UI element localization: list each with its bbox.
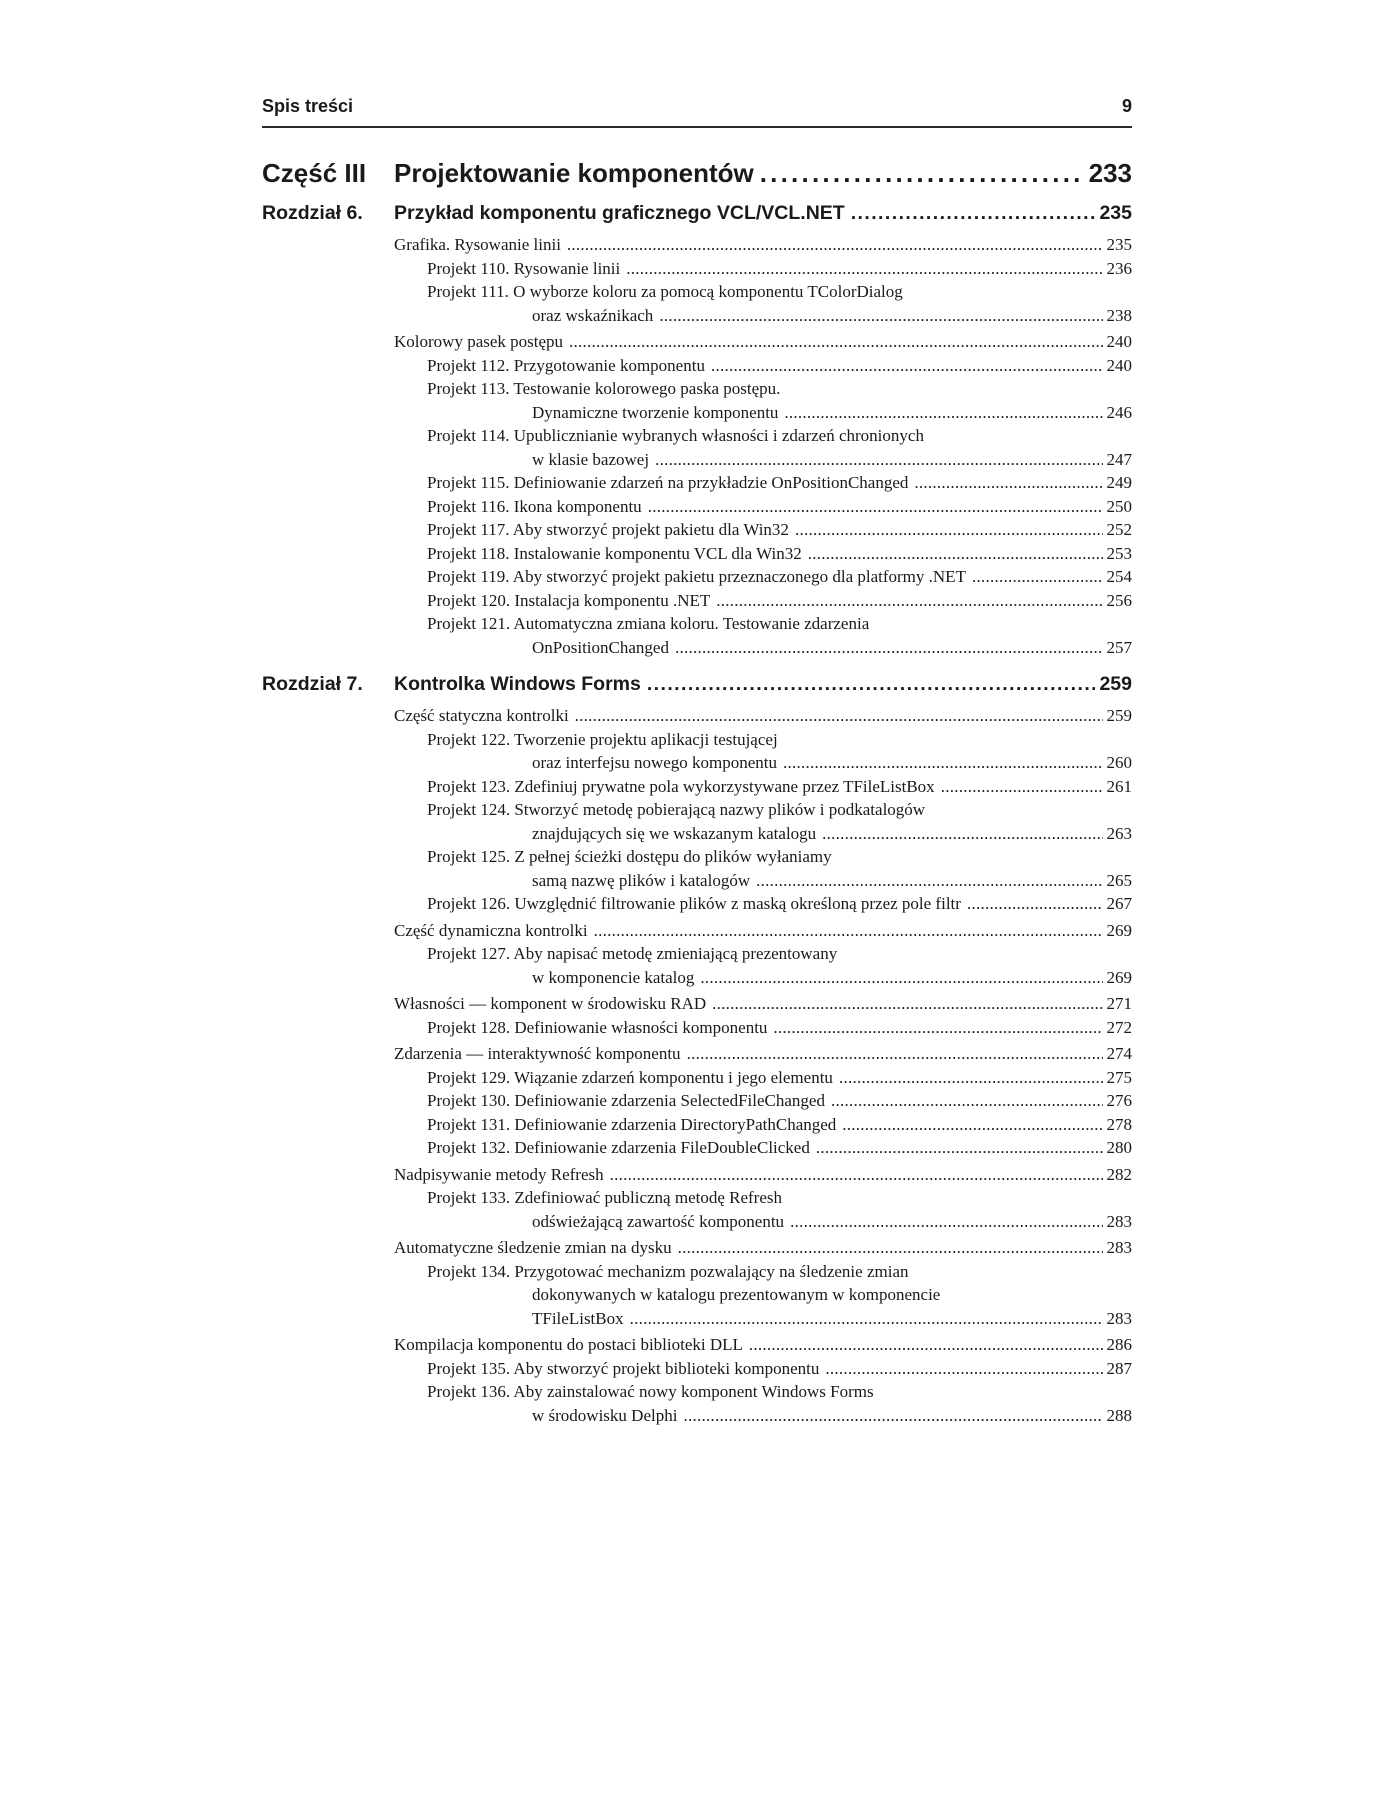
part-label: Część III xyxy=(262,158,367,188)
project-entry[interactable] xyxy=(427,728,1132,775)
project-title: Projekt 113. Testowanie kolorowego paska postępu. xyxy=(427,379,781,398)
project-entry[interactable] xyxy=(427,798,1132,845)
dot-leader xyxy=(808,542,1103,566)
project-entry[interactable] xyxy=(427,471,1132,495)
project-title-continuation: dokonywanych w katalogu prezentowanym w komponencie xyxy=(532,1285,941,1304)
project-title: Projekt 122. Tworzenie projektu aplikacji testującej xyxy=(427,729,778,749)
project-title-continuation-text: w klasie bazowej xyxy=(532,449,650,469)
dot-leader xyxy=(825,1357,1102,1381)
project-entry[interactable] xyxy=(427,495,1132,519)
dot-leader xyxy=(675,636,1103,660)
project-entry[interactable] xyxy=(427,1357,1132,1381)
project-title-continuation-text: samą nazwę plików i katalogów xyxy=(532,870,751,890)
project-entry[interactable] xyxy=(427,1089,1132,1113)
project-page: 253 xyxy=(1106,543,1132,563)
project-entry[interactable] xyxy=(427,1186,1132,1233)
toc-line xyxy=(427,565,1132,589)
dot-leader xyxy=(790,1210,1102,1234)
project-title: Projekt 114. Upublicznianie wybranych własności i zdarzeń chronionych xyxy=(427,426,924,445)
project-entry[interactable] xyxy=(427,892,1132,916)
header-title: Spis treści xyxy=(262,96,354,116)
project-entry[interactable] xyxy=(427,1066,1132,1090)
chapter-title: Kontrolka Windows Forms xyxy=(394,673,641,695)
toc-line xyxy=(427,1136,1132,1160)
project-title: Projekt 131. Definiowanie zdarzenia DirectoryPathChanged xyxy=(427,1114,837,1134)
toc-line xyxy=(394,704,1132,728)
project-entry[interactable] xyxy=(427,280,1132,327)
dot-leader xyxy=(972,565,1103,589)
toc-line xyxy=(532,822,1132,846)
dot-leader xyxy=(711,354,1103,378)
toc-line xyxy=(394,1163,1132,1187)
project-title: Projekt 112. Przygotowanie komponentu xyxy=(427,355,705,375)
dot-leader xyxy=(749,1333,1103,1357)
project-title-continuation xyxy=(532,1210,1132,1234)
project-page: 246 xyxy=(1106,402,1132,422)
project-page: 263 xyxy=(1106,823,1132,843)
project-page: 240 xyxy=(1106,355,1132,375)
dot-leader xyxy=(626,257,1102,281)
section-page: 235 xyxy=(1106,235,1132,254)
project-title-continuation xyxy=(532,1404,1132,1428)
chapter-page: 259 xyxy=(1099,673,1132,695)
toc-line xyxy=(427,257,1132,281)
dot-leader xyxy=(569,330,1102,354)
section-title: Kolorowy pasek postępu xyxy=(394,332,564,351)
dot-leader xyxy=(716,589,1102,613)
project-title-continuation-text: w środowisku Delphi xyxy=(532,1405,678,1425)
section-page: 259 xyxy=(1106,706,1132,725)
toc-line xyxy=(394,1333,1132,1357)
dot-leader xyxy=(967,892,1103,916)
project-title: Projekt 121. Automatyczna zmiana koloru. Testowanie zdarzenia xyxy=(427,614,870,633)
project-page: 278 xyxy=(1106,1114,1132,1134)
project-title-continuation-text: OnPositionChanged xyxy=(532,637,669,657)
project-page: 272 xyxy=(1106,1017,1132,1037)
dot-leader xyxy=(756,869,1102,893)
dot-leader xyxy=(760,158,1085,189)
section-entry[interactable] xyxy=(394,233,1132,257)
project-page: 238 xyxy=(1106,305,1132,325)
project-entry[interactable] xyxy=(427,589,1132,613)
section-title: Nadpisywanie metody Refresh xyxy=(394,1164,604,1184)
toc-line xyxy=(532,869,1132,893)
project-title: Projekt 124. Stworzyć metodę pobierającą nazwy plików i podkatalogów xyxy=(427,800,926,819)
chapter-heading[interactable] xyxy=(262,202,1132,230)
toc-line xyxy=(427,354,1132,378)
toc-line xyxy=(394,330,1132,354)
toc-line xyxy=(532,304,1132,328)
section-page: 282 xyxy=(1106,1164,1132,1184)
chapter-row xyxy=(394,673,1132,696)
section-title: Własności — komponent w środowisku RAD xyxy=(394,994,707,1013)
dot-leader xyxy=(784,401,1102,425)
dot-leader xyxy=(822,822,1102,846)
section-page: 283 xyxy=(1106,1238,1132,1257)
project-page: 265 xyxy=(1106,870,1132,890)
dot-leader xyxy=(851,202,1096,225)
dot-leader xyxy=(575,704,1103,728)
project-page: 275 xyxy=(1106,1067,1132,1087)
dot-leader xyxy=(610,1163,1103,1187)
section-page: 271 xyxy=(1106,994,1132,1013)
section-entry[interactable] xyxy=(394,1333,1132,1357)
section-page: 240 xyxy=(1106,332,1132,351)
project-page: 254 xyxy=(1106,567,1132,586)
project-page: 257 xyxy=(1106,637,1132,657)
section-entry[interactable] xyxy=(394,704,1132,728)
project-title-continuation-text: Dynamiczne tworzenie komponentu xyxy=(532,402,779,422)
project-entry[interactable] xyxy=(427,565,1132,589)
dot-leader xyxy=(647,673,1096,696)
project-title-continuation-text: TFileListBox xyxy=(532,1308,624,1328)
section-title: Automatyczne śledzenie zmian na dysku xyxy=(394,1238,672,1257)
toc-line xyxy=(394,992,1132,1016)
project-title: Projekt 134. Przygotować mechanizm pozwalający na śledzenie zmian xyxy=(427,1261,909,1281)
project-title: Projekt 127. Aby napisać metodę zmieniającą prezentowany xyxy=(427,944,838,963)
project-page: 283 xyxy=(1106,1308,1132,1328)
project-title: Projekt 110. Rysowanie linii xyxy=(427,258,621,278)
section-title: Kompilacja komponentu do postaci biblioteki DLL xyxy=(394,1335,743,1354)
part-heading[interactable] xyxy=(262,158,1132,194)
project-entry[interactable] xyxy=(427,257,1132,281)
project-entry[interactable] xyxy=(427,1136,1132,1160)
project-page: 267 xyxy=(1106,894,1132,913)
project-title: Projekt 130. Definiowanie zdarzenia SelectedFileChanged xyxy=(427,1091,825,1110)
chapter-label: Rozdział 7. xyxy=(262,673,363,695)
dot-leader xyxy=(683,1404,1102,1428)
dot-leader xyxy=(914,471,1102,495)
dot-leader xyxy=(839,1066,1103,1090)
project-page: 261 xyxy=(1106,776,1132,796)
toc-line xyxy=(532,1210,1132,1234)
project-title: Projekt 125. Z pełnej ścieżki dostępu do plików wyłaniamy xyxy=(427,847,832,866)
section-entry[interactable] xyxy=(394,919,1132,943)
project-page: 280 xyxy=(1106,1138,1132,1157)
toc-line xyxy=(427,589,1132,613)
project-page: 252 xyxy=(1106,520,1132,539)
section-page: 274 xyxy=(1106,1044,1132,1063)
toc-line xyxy=(394,1042,1132,1066)
project-entry[interactable] xyxy=(427,542,1132,566)
dot-leader xyxy=(567,233,1103,257)
dot-leader xyxy=(687,1042,1103,1066)
project-entry[interactable] xyxy=(427,1016,1132,1040)
project-title-continuation xyxy=(532,751,1132,775)
toc-line xyxy=(427,471,1132,495)
toc-line xyxy=(532,448,1132,472)
chapter-page: 235 xyxy=(1099,202,1132,224)
section-entry[interactable] xyxy=(394,1042,1132,1066)
project-title-continuation xyxy=(532,966,1132,990)
project-title: Projekt 128. Definiowanie własności komponentu xyxy=(427,1017,768,1037)
dot-leader xyxy=(630,1307,1103,1331)
section-entry[interactable] xyxy=(394,992,1132,1016)
toc-line xyxy=(427,1066,1132,1090)
project-page: 247 xyxy=(1106,449,1132,469)
section-title: Część statyczna kontrolki xyxy=(394,706,569,725)
project-entry[interactable] xyxy=(427,845,1132,892)
page-number: 9 xyxy=(1121,96,1132,116)
section-entry[interactable] xyxy=(394,1163,1132,1187)
project-title: Projekt 116. Ikona komponentu xyxy=(427,496,642,516)
part-title: Projektowanie komponentów xyxy=(394,158,754,188)
project-entry[interactable] xyxy=(427,612,1132,659)
section-entry[interactable] xyxy=(394,1236,1132,1260)
project-title-continuation-text: w komponencie katalog xyxy=(532,967,695,987)
project-page: 249 xyxy=(1106,473,1132,492)
project-title: Projekt 136. Aby zainstalować nowy komponent Windows Forms xyxy=(427,1382,874,1401)
dot-leader xyxy=(655,448,1102,472)
project-page: 283 xyxy=(1106,1211,1132,1231)
toc-line xyxy=(427,1357,1132,1381)
project-title-continuation-text: znajdujących się we wskazanym katalogu xyxy=(532,823,817,843)
toc-line xyxy=(427,542,1132,566)
dot-leader xyxy=(831,1089,1103,1113)
table-of-contents xyxy=(262,158,1132,1427)
running-header xyxy=(262,96,1132,128)
project-title-continuation xyxy=(532,448,1132,472)
project-title-continuation xyxy=(532,304,1132,328)
project-entry[interactable] xyxy=(427,518,1132,542)
dot-leader xyxy=(678,1236,1103,1260)
toc-line xyxy=(532,636,1132,660)
dot-leader xyxy=(783,751,1102,775)
project-title: Projekt 115. Definiowanie zdarzeń na przykładzie OnPositionChanged xyxy=(427,473,909,492)
toc-line xyxy=(532,401,1132,425)
toc-line xyxy=(427,775,1132,799)
project-page: 256 xyxy=(1106,590,1132,610)
toc-line xyxy=(427,518,1132,542)
project-title-continuation-text: oraz interfejsu nowego komponentu xyxy=(532,753,778,772)
toc-line xyxy=(427,1016,1132,1040)
toc-line xyxy=(532,966,1132,990)
toc-line xyxy=(427,1089,1132,1113)
toc-line xyxy=(394,919,1132,943)
section-page: 269 xyxy=(1106,920,1132,940)
project-page: 269 xyxy=(1106,967,1132,987)
project-entry[interactable] xyxy=(427,354,1132,378)
project-title: Projekt 111. O wyborze koloru za pomocą komponentu TColorDialog xyxy=(427,282,903,301)
project-title: Projekt 123. Zdefiniuj prywatne pola wykorzystywane przez TFileListBox xyxy=(427,776,935,796)
dot-leader xyxy=(773,1016,1102,1040)
project-title-continuation xyxy=(532,401,1132,425)
project-entry[interactable] xyxy=(427,1260,1132,1331)
project-title: Projekt 133. Zdefiniować publiczną metodę Refresh xyxy=(427,1188,782,1207)
dot-leader xyxy=(659,304,1102,328)
project-title: Projekt 118. Instalowanie komponentu VCL dla Win32 xyxy=(427,543,802,563)
project-title: Projekt 120. Instalacja komponentu .NET xyxy=(427,590,711,610)
chapter-label: Rozdział 6. xyxy=(262,202,363,224)
project-entry[interactable] xyxy=(427,942,1132,989)
dot-leader xyxy=(842,1113,1102,1137)
project-page: 236 xyxy=(1106,258,1132,278)
section-title: Grafika. Rysowanie linii xyxy=(394,235,561,254)
project-page: 276 xyxy=(1106,1091,1132,1110)
project-page: 250 xyxy=(1106,496,1132,516)
toc-line xyxy=(394,1236,1132,1260)
chapter-title: Przykład komponentu graficznego VCL/VCL.NET xyxy=(394,202,845,224)
project-title: Projekt 135. Aby stworzyć projekt biblioteki komponentu xyxy=(427,1358,820,1378)
chapter-row xyxy=(394,202,1132,225)
section-title: Część dynamiczna kontrolki xyxy=(394,920,588,940)
project-entry[interactable] xyxy=(427,424,1132,471)
toc-line xyxy=(532,1307,1132,1331)
dot-leader xyxy=(712,992,1102,1016)
project-title-continuation xyxy=(532,822,1132,846)
project-title-continuation xyxy=(532,1307,1132,1331)
part-page: 233 xyxy=(1088,158,1132,188)
section-entry[interactable] xyxy=(394,330,1132,354)
dot-leader xyxy=(816,1136,1103,1160)
toc-line xyxy=(394,233,1132,257)
project-title: Projekt 129. Wiązanie zdarzeń komponentu i jego elementu xyxy=(427,1067,833,1087)
project-entry[interactable] xyxy=(427,1380,1132,1427)
chapter-heading[interactable] xyxy=(262,673,1132,701)
toc-line xyxy=(427,1113,1132,1137)
dot-leader xyxy=(648,495,1103,519)
project-page: 287 xyxy=(1106,1358,1132,1378)
toc-line xyxy=(427,892,1132,916)
project-entry[interactable] xyxy=(427,377,1132,424)
project-title-continuation-text: odświeżającą zawartość komponentu xyxy=(532,1211,785,1231)
toc-line xyxy=(427,495,1132,519)
project-title: Projekt 126. Uwzględnić filtrowanie plików z maską określoną przez pole filtr xyxy=(427,894,961,913)
project-title-continuation-text: oraz wskaźnikach xyxy=(532,305,654,325)
toc-line xyxy=(532,1404,1132,1428)
project-title-continuation xyxy=(532,869,1132,893)
project-entry[interactable] xyxy=(427,775,1132,799)
project-title: Projekt 119. Aby stworzyć projekt pakietu przeznaczonego dla platformy .NET xyxy=(427,567,966,586)
project-title-continuation xyxy=(532,636,1132,660)
dot-leader xyxy=(795,518,1103,542)
dot-leader xyxy=(594,919,1103,943)
project-title: Projekt 132. Definiowanie zdarzenia FileDoubleClicked xyxy=(427,1138,810,1157)
section-page: 286 xyxy=(1106,1335,1132,1354)
project-title: Projekt 117. Aby stworzyć projekt pakietu dla Win32 xyxy=(427,520,789,539)
toc-line xyxy=(532,751,1132,775)
section-title: Zdarzenia — interaktywność komponentu xyxy=(394,1044,681,1063)
project-entry[interactable] xyxy=(427,1113,1132,1137)
project-page: 260 xyxy=(1106,753,1132,772)
dot-leader xyxy=(941,775,1103,799)
project-page: 288 xyxy=(1106,1405,1132,1425)
dot-leader xyxy=(700,966,1102,990)
